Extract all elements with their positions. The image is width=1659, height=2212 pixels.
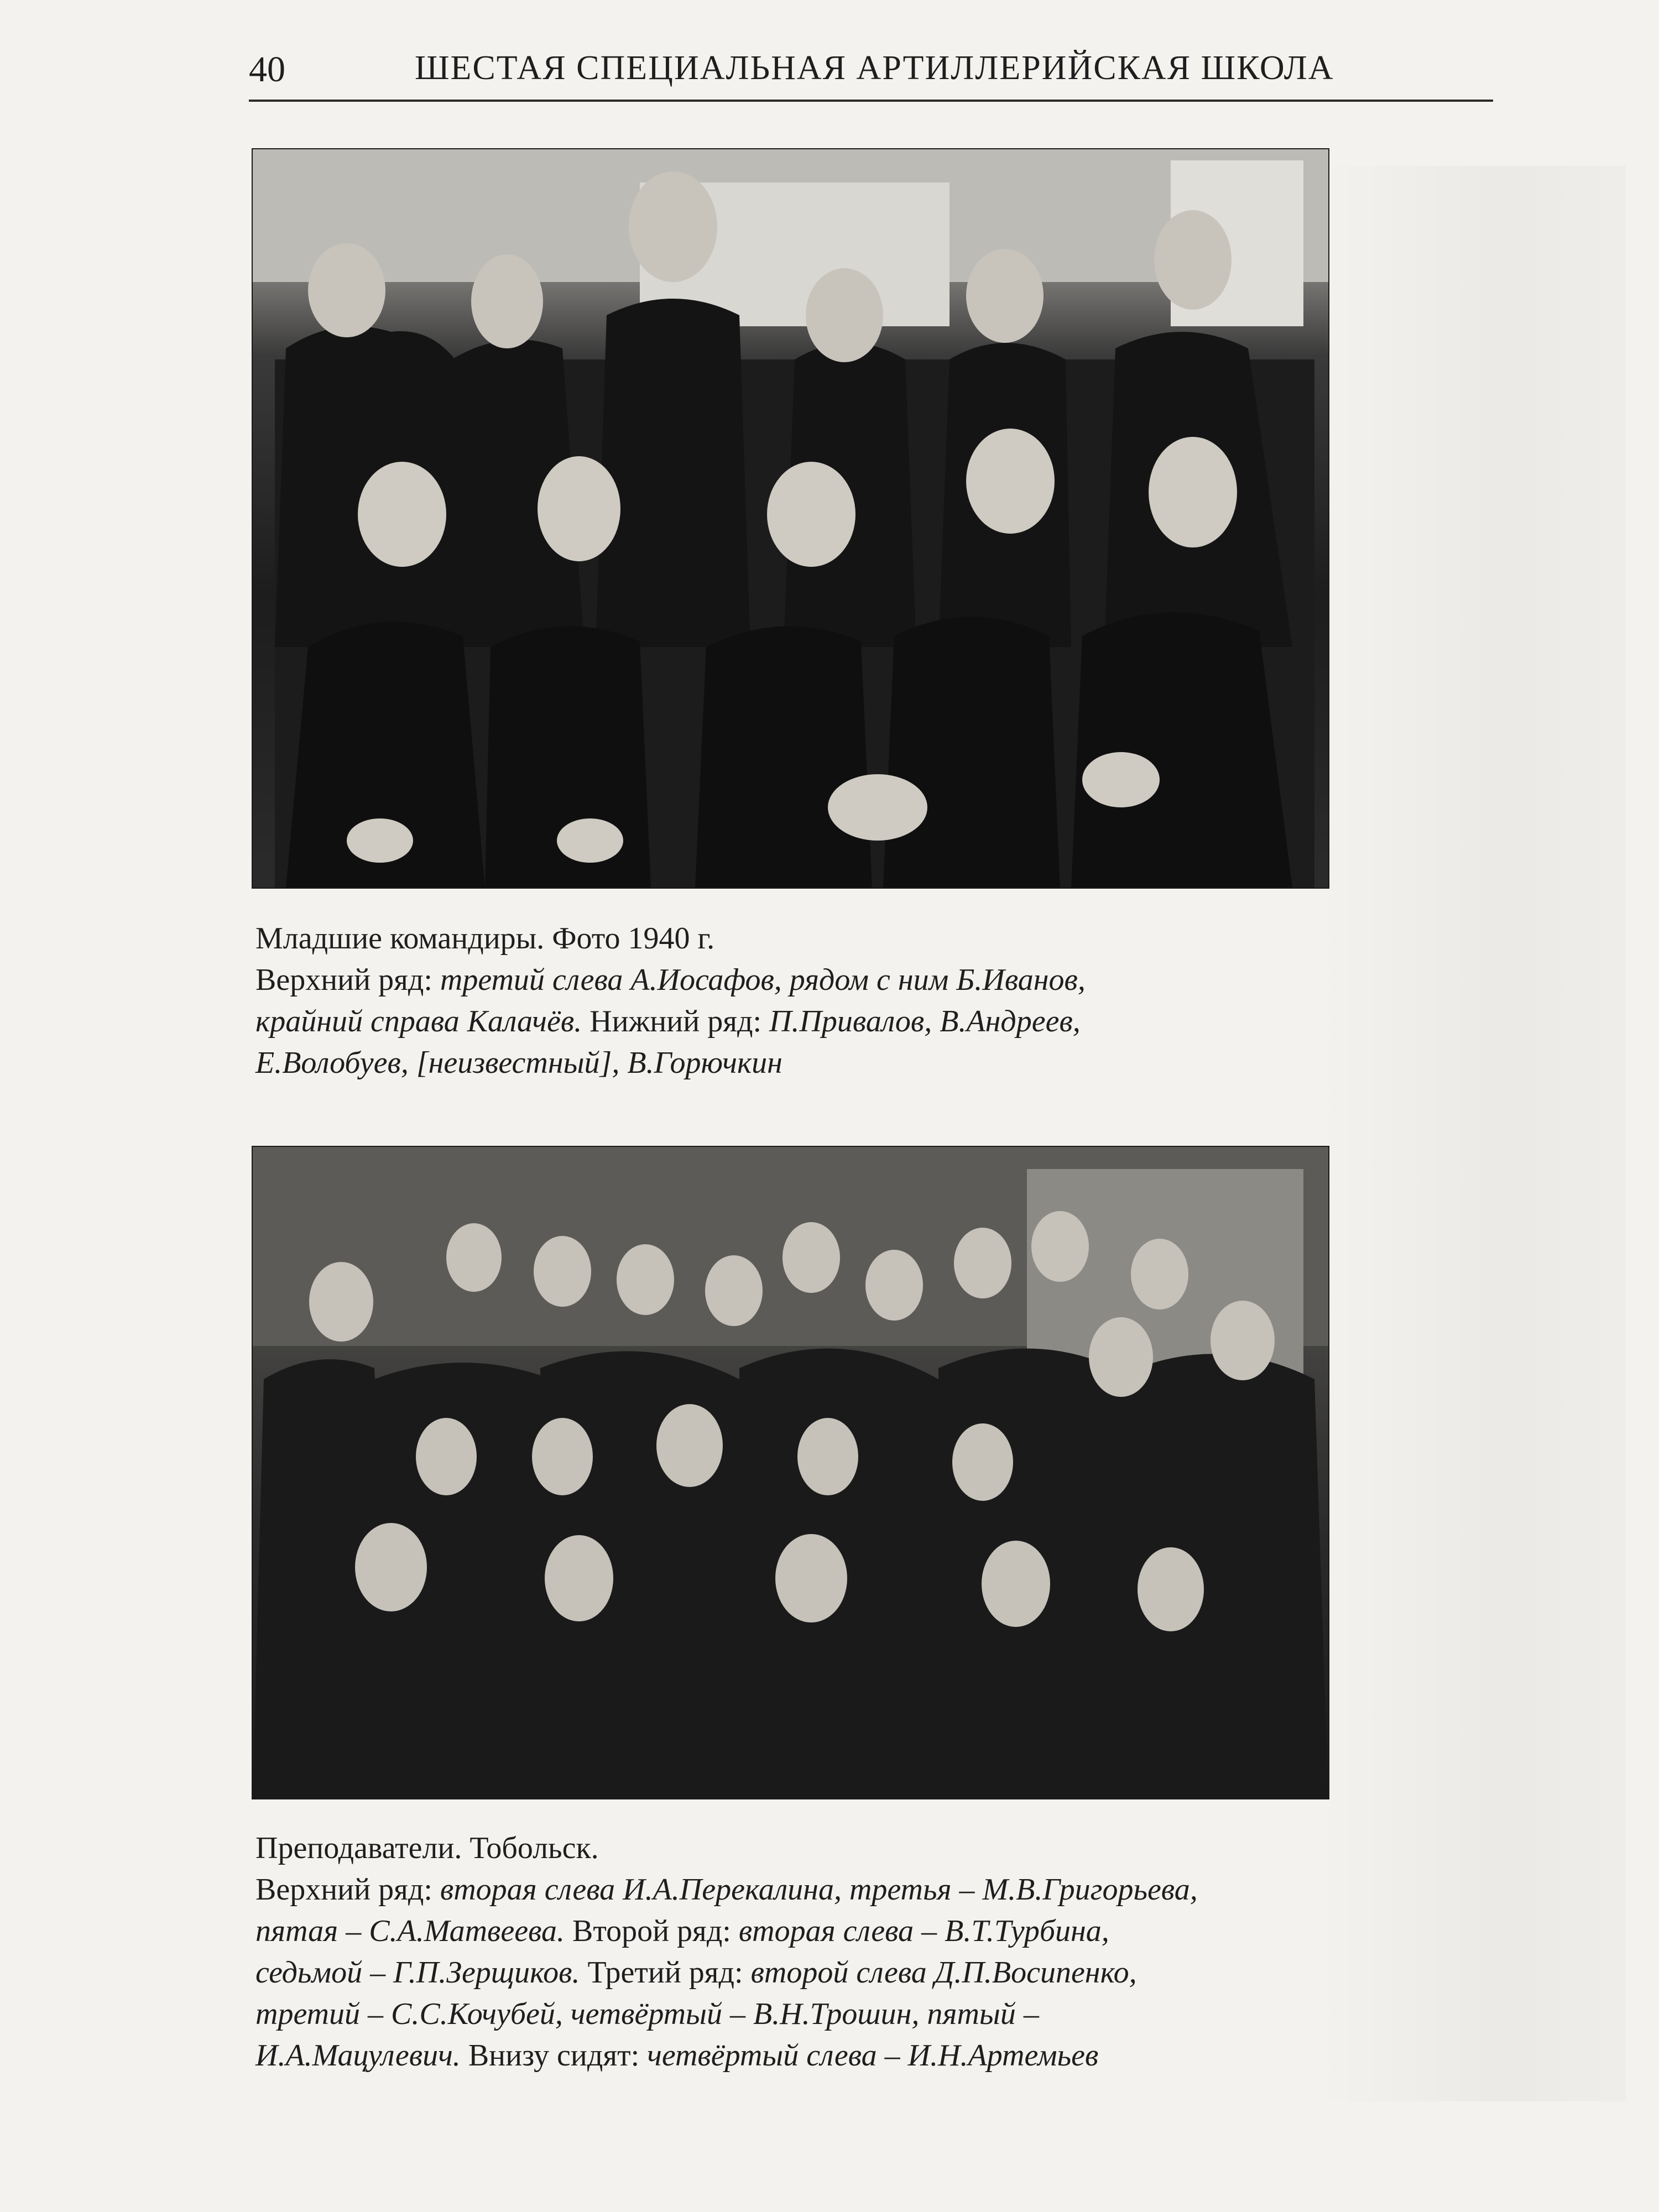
row-names: П.Привалов, В.Андреев, bbox=[769, 1004, 1081, 1039]
photo-junior-commanders-image bbox=[253, 149, 1328, 888]
row-label: Третий ряд: bbox=[580, 1955, 751, 1990]
row-names: второй слева Д.П.Восипенко, bbox=[750, 1955, 1137, 1990]
caption-teachers bbox=[255, 1828, 1395, 2077]
photo-teachers bbox=[252, 1146, 1329, 1799]
photo-junior-commanders bbox=[252, 148, 1329, 889]
caption-title: Преподаватели. Тобольск. bbox=[255, 1831, 599, 1865]
show-through-text bbox=[1316, 166, 1626, 2101]
row-names: пятая – С.А.Матвеева. bbox=[255, 1914, 565, 1948]
row-names: седьмой – Г.П.Зерщиков. bbox=[255, 1955, 580, 1990]
row-label: Второй ряд: bbox=[565, 1914, 739, 1948]
caption-title: Младшие командиры. Фото 1940 г. bbox=[255, 921, 715, 956]
row-names: третий – С.С.Кочубей, четвёртый – В.Н.Трошин, пятый – bbox=[255, 1997, 1039, 2031]
row-names: четвёртый слева – И.Н.Артемьев bbox=[647, 2038, 1099, 2073]
row-names: Е.Волобуев, [неизвестный], В.Горючкин bbox=[255, 1046, 782, 1080]
row-label: Верхний ряд: bbox=[255, 1872, 440, 1907]
row-names: крайний справа Калачёв. bbox=[255, 1004, 582, 1039]
photo-teachers-image bbox=[253, 1147, 1328, 1798]
row-names: И.А.Мацулевич. bbox=[255, 2038, 461, 2073]
caption-body bbox=[255, 959, 1395, 1084]
running-head: ШЕСТАЯ СПЕЦИАЛЬНАЯ АРТИЛЛЕРИЙСКАЯ ШКОЛА bbox=[415, 49, 1334, 87]
row-label: Нижний ряд: bbox=[582, 1004, 770, 1039]
page-number: 40 bbox=[249, 49, 285, 90]
caption-body bbox=[255, 1869, 1395, 2077]
row-names: вторая слева – В.Т.Турбина, bbox=[738, 1914, 1109, 1948]
row-label: Внизу сидят: bbox=[460, 2038, 648, 2073]
row-label: Верхний ряд: bbox=[255, 963, 440, 997]
caption-junior-commanders bbox=[255, 918, 1395, 1084]
row-names: вторая слева И.А.Перекалина, третья – М.В.Григорьева, bbox=[440, 1872, 1198, 1907]
row-names: третий слева А.Иосафов, рядом с ним Б.Иванов, bbox=[440, 963, 1086, 997]
page-header bbox=[249, 39, 1493, 102]
